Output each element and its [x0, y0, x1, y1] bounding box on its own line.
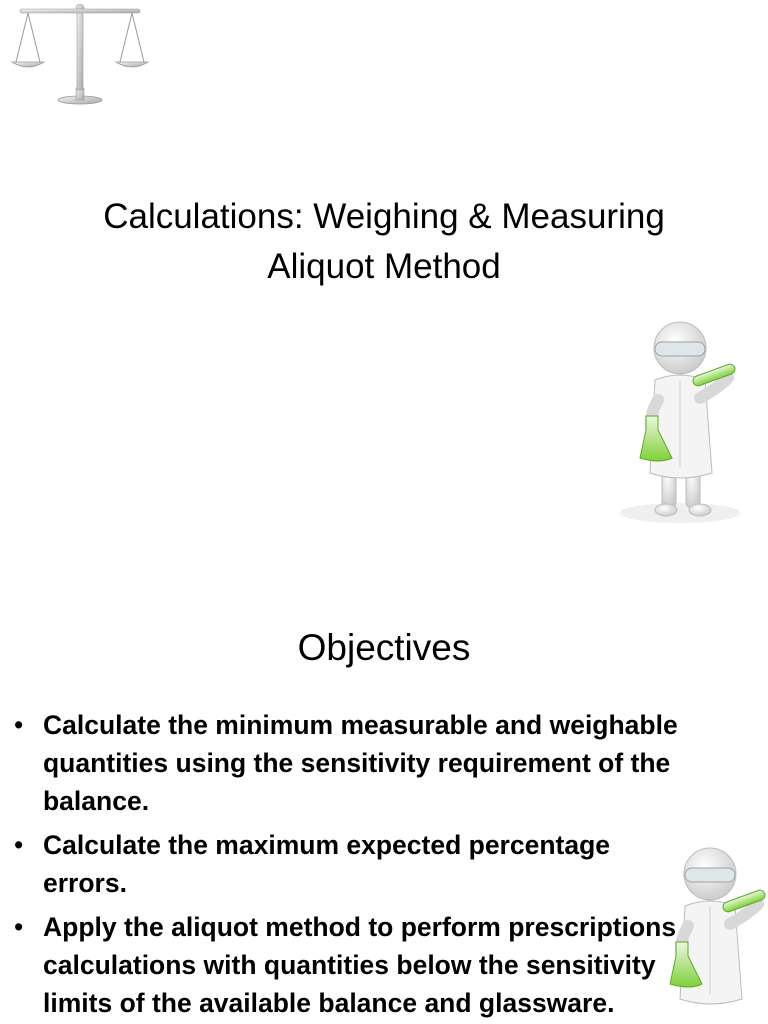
slide-title-line-2: Aliquot Method: [267, 247, 501, 286]
objective-item: [14, 706, 686, 820]
bullet-dot: •: [14, 912, 24, 942]
bullet-dot: •: [14, 830, 24, 860]
slide-title-line-1: Calculations: Weighing & Measuring: [103, 197, 665, 236]
scientist-with-flask-icon: [600, 318, 750, 543]
objective-text: Apply the aliquot method to perform prescriptions calculations with quantities below the sensitivity limits of the available balance and glassware.: [43, 912, 677, 1018]
scientist-with-flask-icon: [630, 844, 768, 1024]
objective-text: Calculate the minimum measurable and weighable quantities using the sensitivity requirement of the balance.: [43, 710, 678, 816]
bullet-dot: •: [14, 710, 24, 740]
slide-title: [0, 192, 768, 292]
objective-item: [14, 908, 686, 1022]
objective-item: [14, 826, 686, 902]
objectives-list: [14, 706, 686, 1024]
balance-scale-icon: [10, 0, 150, 110]
objectives-slide: [0, 576, 768, 1024]
objectives-heading: Objectives: [297, 627, 471, 668]
objective-text: Calculate the maximum expected percentage errors.: [43, 830, 611, 898]
